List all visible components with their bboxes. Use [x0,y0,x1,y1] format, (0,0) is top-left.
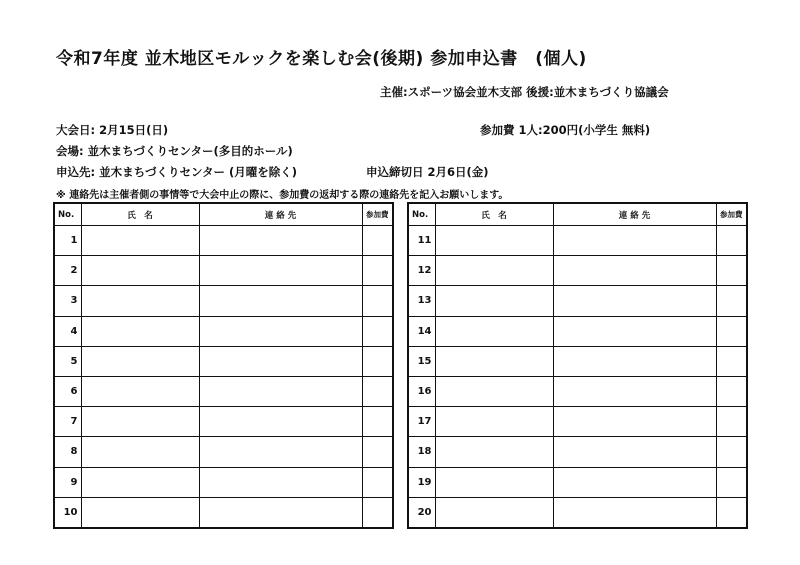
row-number: 4 [54,316,81,346]
fee-cell[interactable] [716,437,747,467]
fee-cell[interactable] [362,256,393,286]
table-row [408,497,747,528]
name-cell[interactable] [435,376,553,406]
row-number: 9 [54,467,81,497]
row-number: 2 [54,256,81,286]
table-row [408,286,747,316]
contact-cell[interactable] [553,437,716,467]
row-number: 15 [408,346,435,376]
row-number: 17 [408,407,435,437]
contact-cell[interactable] [553,346,716,376]
participation-fee: 参加費 1人:200円(小学生 無料) [480,123,651,137]
contact-note: ※ 連絡先は主催者側の事情等で大会中止の際に、参加費の返却する際の連絡先を記入お願いします。 [56,190,509,201]
contact-cell[interactable] [199,497,362,528]
contact-cell[interactable] [199,256,362,286]
entry-table-right [407,202,748,529]
name-cell[interactable] [435,467,553,497]
table-row [54,256,393,286]
row-number: 1 [54,226,81,256]
name-cell[interactable] [435,407,553,437]
entry-table-left [53,202,394,529]
contact-cell[interactable] [199,316,362,346]
row-number: 14 [408,316,435,346]
table-row [408,376,747,406]
table-row [54,346,393,376]
row-number: 6 [54,376,81,406]
name-cell[interactable] [81,226,199,256]
name-cell[interactable] [81,437,199,467]
row-number: 5 [54,346,81,376]
contact-cell[interactable] [553,286,716,316]
table-row [408,346,747,376]
table-row [54,467,393,497]
fee-cell[interactable] [716,407,747,437]
contact-cell[interactable] [199,286,362,316]
table-row [408,226,747,256]
fee-cell[interactable] [362,286,393,316]
fee-cell[interactable] [362,316,393,346]
name-cell[interactable] [81,376,199,406]
header-name: 氏 名 [81,203,199,226]
row-number: 19 [408,467,435,497]
table-row [54,437,393,467]
contact-cell[interactable] [199,467,362,497]
row-number: 16 [408,376,435,406]
name-cell[interactable] [81,256,199,286]
fee-cell[interactable] [362,437,393,467]
header-no: No. [54,203,81,226]
event-date: 大会日: 2月15日(日) [56,123,169,137]
venue: 会場: 並木まちづくりセンター(多目的ホール) [56,144,293,158]
contact-cell[interactable] [199,346,362,376]
name-cell[interactable] [435,346,553,376]
table-row [54,226,393,256]
table-row [54,407,393,437]
fee-cell[interactable] [362,346,393,376]
contact-cell[interactable] [553,256,716,286]
table-row [408,467,747,497]
fee-cell[interactable] [362,376,393,406]
table-row [408,316,747,346]
row-number: 18 [408,437,435,467]
table-row [408,256,747,286]
table-row [54,286,393,316]
name-cell[interactable] [435,226,553,256]
fee-cell[interactable] [362,407,393,437]
row-number: 10 [54,497,81,528]
row-number: 11 [408,226,435,256]
row-number: 13 [408,286,435,316]
fee-cell[interactable] [716,346,747,376]
name-cell[interactable] [435,437,553,467]
name-cell[interactable] [81,497,199,528]
header-fee: 参加費 [362,203,393,226]
contact-cell[interactable] [553,376,716,406]
fee-cell[interactable] [716,467,747,497]
header-contact: 連 絡 先 [199,203,362,226]
header-name: 氏 名 [435,203,553,226]
row-number: 12 [408,256,435,286]
contact-cell[interactable] [553,407,716,437]
row-number: 3 [54,286,81,316]
name-cell[interactable] [435,286,553,316]
table-row [408,437,747,467]
name-cell[interactable] [435,256,553,286]
row-number: 20 [408,497,435,528]
name-cell[interactable] [81,407,199,437]
fee-cell[interactable] [716,376,747,406]
fee-cell[interactable] [716,226,747,256]
table-row [54,497,393,528]
name-cell[interactable] [81,316,199,346]
header-contact: 連 絡 先 [553,203,716,226]
fee-cell[interactable] [716,286,747,316]
fee-cell[interactable] [362,467,393,497]
contact-cell[interactable] [553,467,716,497]
fee-cell[interactable] [362,226,393,256]
contact-cell[interactable] [199,226,362,256]
apply-to: 申込先: 並木まちづくりセンター (月曜を除く) [56,165,298,179]
fee-cell[interactable] [716,316,747,346]
fee-cell[interactable] [716,256,747,286]
table-row [54,316,393,346]
table-row [54,376,393,406]
name-cell[interactable] [435,316,553,346]
deadline: 申込締切日 2月6日(金) [366,165,489,179]
contact-cell[interactable] [553,497,716,528]
contact-cell[interactable] [199,376,362,406]
table-row [408,407,747,437]
name-cell[interactable] [435,497,553,528]
header-fee: 参加費 [716,203,747,226]
contact-cell[interactable] [553,226,716,256]
name-cell[interactable] [81,467,199,497]
contact-cell[interactable] [199,437,362,467]
row-number: 8 [54,437,81,467]
contact-cell[interactable] [199,407,362,437]
fee-cell[interactable] [716,497,747,528]
form-title: 令和7年度 並木地区モルックを楽しむ会(後期) 参加申込書 (個人) [56,49,587,69]
name-cell[interactable] [81,286,199,316]
row-number: 7 [54,407,81,437]
name-cell[interactable] [81,346,199,376]
fee-cell[interactable] [362,497,393,528]
table-header-row [54,203,393,226]
organizers: 主催:スポーツ協会並木支部 後援:並木まちづくり協議会 [380,85,669,99]
table-header-row [408,203,747,226]
header-no: No. [408,203,435,226]
contact-cell[interactable] [553,316,716,346]
